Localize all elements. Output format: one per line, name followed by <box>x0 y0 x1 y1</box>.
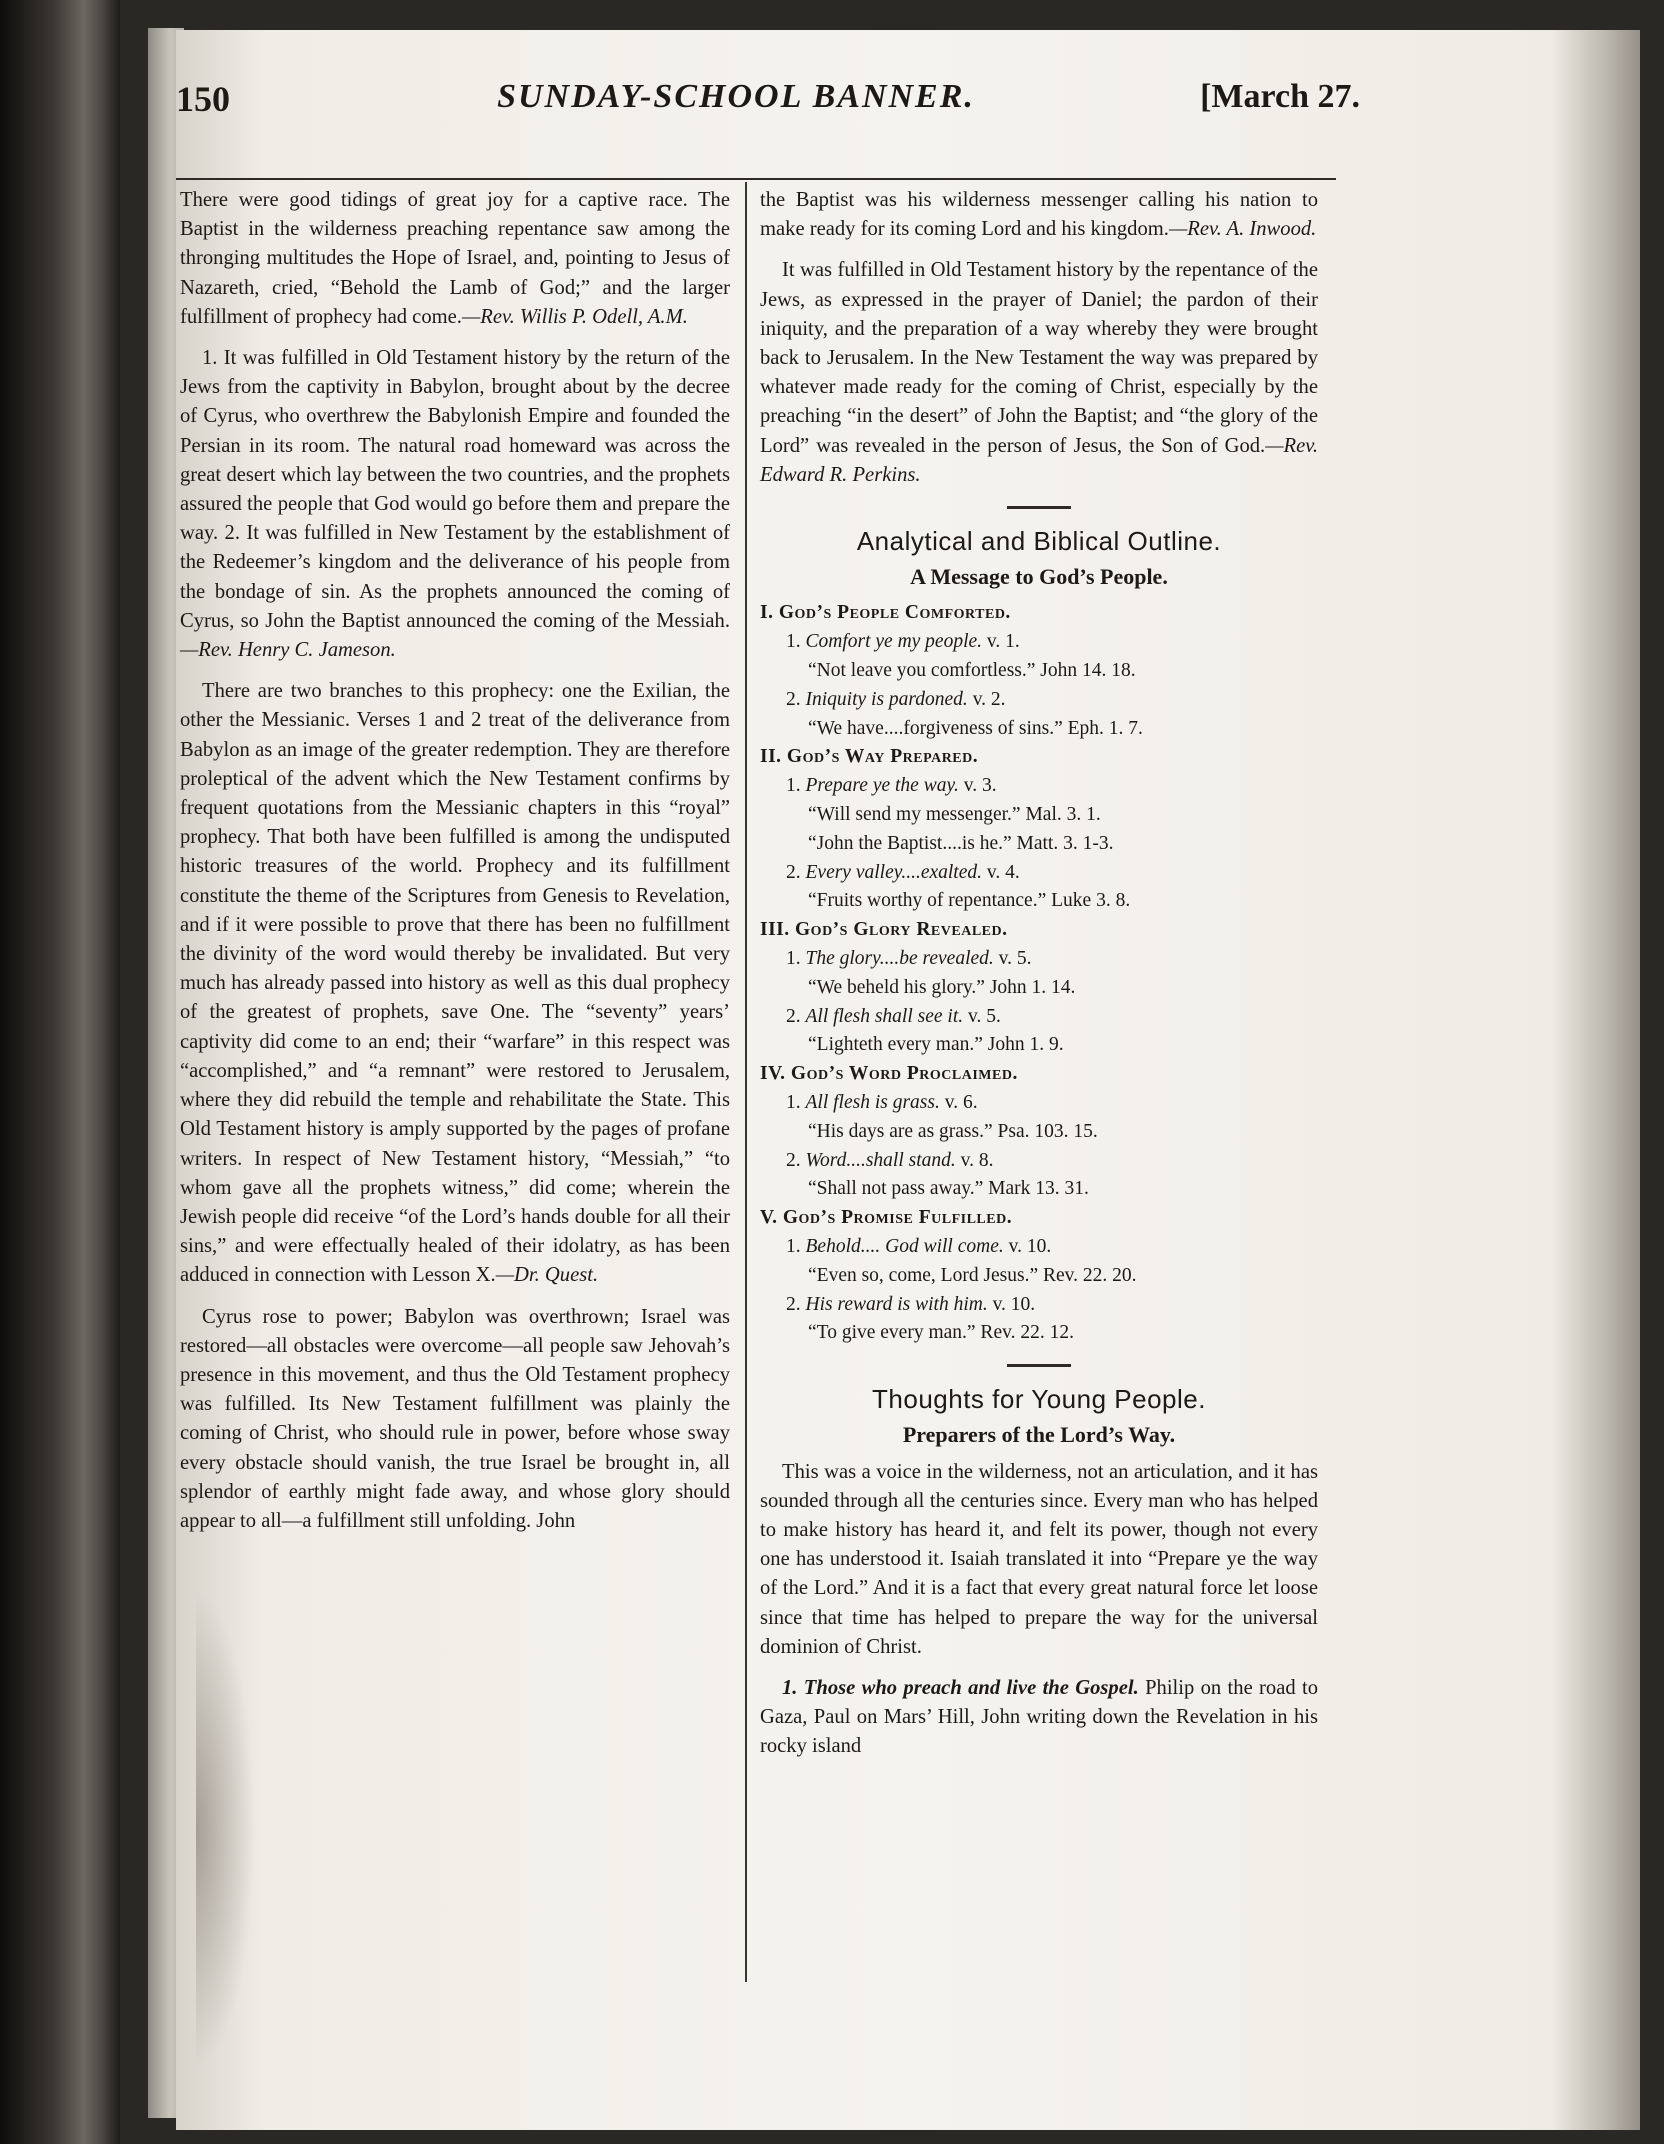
author-credit: —Rev. Edward R. Perkins. <box>760 434 1318 486</box>
author-credit: —Rev. Henry C. Jameson. <box>180 639 396 662</box>
outline-quote: “His days are as grass.” Psa. 103. 15. <box>808 1120 1098 1142</box>
issue-date: [March 27. <box>1200 78 1360 115</box>
outline-heading: V. God’s Promise Fulfilled. <box>760 1207 1013 1229</box>
outline-quote: “Not leave you comfortless.” John 14. 18. <box>808 660 1136 682</box>
column-divider <box>745 182 747 1982</box>
paragraph: There are two branches to this prophecy: one the Exilian, the other the Messianic. Verses 1 and 2 treat of the deliverance from Babylon as an image of the greater redemption. They are therefore proleptical of the advent which the New Testament confirms by frequent quotations from the Messianic chapters in this “royal” prophecy. That both have been fulfilled is among the undisputed historic treasures of the world. Prophecy and its fulfillment constitute the theme of the Scriptures from Genesis to Revelation, and if it were possible to prove that there has been no fulfillment the divinity of the word would thereby be invalidated. But very much has already passed into history as well as this dual prophecy of the greatest of prophets, save One. The “seventy” years’ captivity did come to an end; their “warfare” in this respect was “accomplished,” and “a remnant” were restored to Jerusalem, where they did rebuild the temple and rehabilitate the State. This Old Testament history is amply supported by the pages of profane writers. In respect of New Testament history, “Messiah,” “to whom gave all the prophets witness,” did come; wherein the Jewish people did receive “of the Lord’s hands double for all their sins,” and were effectually healed of their idolatry, as has been adduced in connection with Lesson X.—Dr. Quest. <box>180 680 730 1287</box>
paragraph: 1. Those who preach and live the Gospel. Philip on the road to Gaza, Paul on Mars’ Hill, John writing down the Revelation in his rocky island <box>760 1676 1318 1758</box>
outline-subtitle: A Message to God’s People. <box>910 564 1168 590</box>
outline-quote: “We beheld his glory.” John 1. 14. <box>808 976 1076 998</box>
outline-quote: “John the Baptist....is he.” Matt. 3. 1-3. <box>808 832 1114 854</box>
paragraph: 1. It was fulfilled in Old Testament history by the return of the Jews from the captivity in Babylon, brought about by the decree of Cyrus, who overthrew the Babylonish Empire and founded the Persian in its room. The natural road homeward was across the great desert which lay between the two countries, and the prophets assured the people that God would go before them and prepare the way. 2. It was fulfilled in New Testament by the establishment of the Redeemer’s kingdom and the deliverance of his people from the bondage of sin. As the prophets announced the coming of Cyrus, so John the Baptist announced the coming of the Messiah.—Rev. Henry C. Jameson. <box>180 347 730 662</box>
outline-heading: I. God’s People Comforted. <box>760 602 1011 624</box>
outline-quote: “Even so, come, Lord Jesus.” Rev. 22. 20. <box>808 1264 1137 1286</box>
outline-heading: IV. God’s Word Proclaimed. <box>760 1063 1018 1085</box>
outline-title: Analytical and Biblical Outline. <box>856 526 1222 557</box>
water-stain <box>196 1590 256 2070</box>
section-rule <box>1007 1364 1071 1367</box>
section-rule <box>1007 506 1071 509</box>
point-lead: 1. Those who preach and live the Gospel. <box>782 1676 1139 1699</box>
outline-quote: “To give every man.” Rev. 22. 12. <box>808 1322 1074 1344</box>
outline-item: 2. His reward is with him. v. 10. <box>786 1293 1036 1315</box>
outline-quote: “Lighteth every man.” John 1. 9. <box>808 1034 1064 1056</box>
paragraph: There were good tidings of great joy for a captive race. The Baptist in the wilderness preaching repentance saw among the thronging multitudes the Hope of Israel, and, pointing to Jesus of Nazareth, cried, “Behold the Lamb of God;” and the larger fulfillment of prophecy had come.—Rev. Willis P. Odell, A.M. <box>180 189 730 328</box>
paragraph: It was fulfilled in Old Testament history by the repentance of the Jews, as expressed in the prayer of Daniel; the pardon of their iniquity, and the preparation of a way whereby they were brought back to Jerusalem. In the New Testament the way was prepared by whatever made ready for the coming of Christ, especially by the preaching “in the desert” of John the Baptist; and “the glory of the Lord” was revealed in the person of Jesus, the Son of God.—Rev. Edward R. Perkins. <box>760 259 1318 486</box>
paragraph: the Baptist was his wilderness messenger calling his nation to make ready for its coming Lord and his kingdom.—Rev. A. Inwood. <box>760 189 1318 241</box>
outline-item: 1. Behold.... God will come. v. 10. <box>786 1235 1052 1257</box>
outline-item: 2. Every valley....exalted. v. 4. <box>786 861 1020 883</box>
outline-quote: “Fruits worthy of repentance.” Luke 3. 8. <box>808 890 1131 912</box>
running-title: SUNDAY-SCHOOL BANNER. <box>497 78 975 115</box>
thoughts-title: Thoughts for Young People. <box>872 1384 1206 1415</box>
outline-item: 1. Prepare ye the way. v. 3. <box>786 775 997 797</box>
outline-item: 1. The glory....be revealed. v. 5. <box>786 948 1032 969</box>
page-number: 150 <box>176 79 230 119</box>
right-column <box>760 186 1318 1774</box>
page-header <box>176 78 1360 138</box>
outline-list <box>760 599 1318 1348</box>
header-rule <box>176 178 1336 180</box>
outline-quote: “We have....forgiveness of sins.” Eph. 1. 7. <box>808 717 1143 739</box>
outline-heading: III. God’s Glory Revealed. <box>760 919 1008 941</box>
outline-quote: “Will send my messenger.” Mal. 3. 1. <box>808 804 1101 826</box>
book-spine <box>0 0 120 2144</box>
outline-item: 2. Iniquity is pardoned. v. 2. <box>786 688 1006 710</box>
author-credit: —Rev. A. Inwood. <box>1168 218 1317 241</box>
outline-item: 1. Comfort ye my people. v. 1. <box>786 631 1020 653</box>
outline-heading: II. God’s Way Prepared. <box>760 746 979 768</box>
paragraph: This was a voice in the wilderness, not an articulation, and it has sounded through all the centuries since. Every man who has helped to make history has heard it, and felt its power, though not every one has understood it. Isaiah translated it into “Prepare ye the way of the Lord.” And it is a fact that every great natural force let loose since that time has helped to prepare the way for the universal dominion of Christ. <box>760 1460 1318 1658</box>
thoughts-subtitle: Preparers of the Lord’s Way. <box>902 1422 1176 1448</box>
outline-item: 2. Word....shall stand. v. 8. <box>786 1149 994 1171</box>
left-column <box>180 186 730 1548</box>
paragraph: Cyrus rose to power; Babylon was overthrown; Israel was restored—all obstacles were overcome—all people saw Jehovah’s presence in this movement, and thus the Old Testament prophecy was fulfilled. Its New Testament fulfillment was plainly the coming of Christ, who should rule in power, before whose sway every obstacle should vanish, the true Israel be brought in, all splendor of earthly might fade away, and whose glory should appear to all—a fulfillment still unfolding. John <box>180 1305 730 1532</box>
outline-item: 1. All flesh is grass. v. 6. <box>786 1091 978 1113</box>
outline-quote: “Shall not pass away.” Mark 13. 31. <box>808 1178 1089 1200</box>
outline-item: 2. All flesh shall see it. v. 5. <box>786 1005 1001 1027</box>
author-credit: —Rev. Willis P. Odell, A.M. <box>461 305 688 328</box>
author-credit: —Dr. Quest. <box>495 1264 599 1287</box>
edge-stain <box>1550 30 1640 2130</box>
